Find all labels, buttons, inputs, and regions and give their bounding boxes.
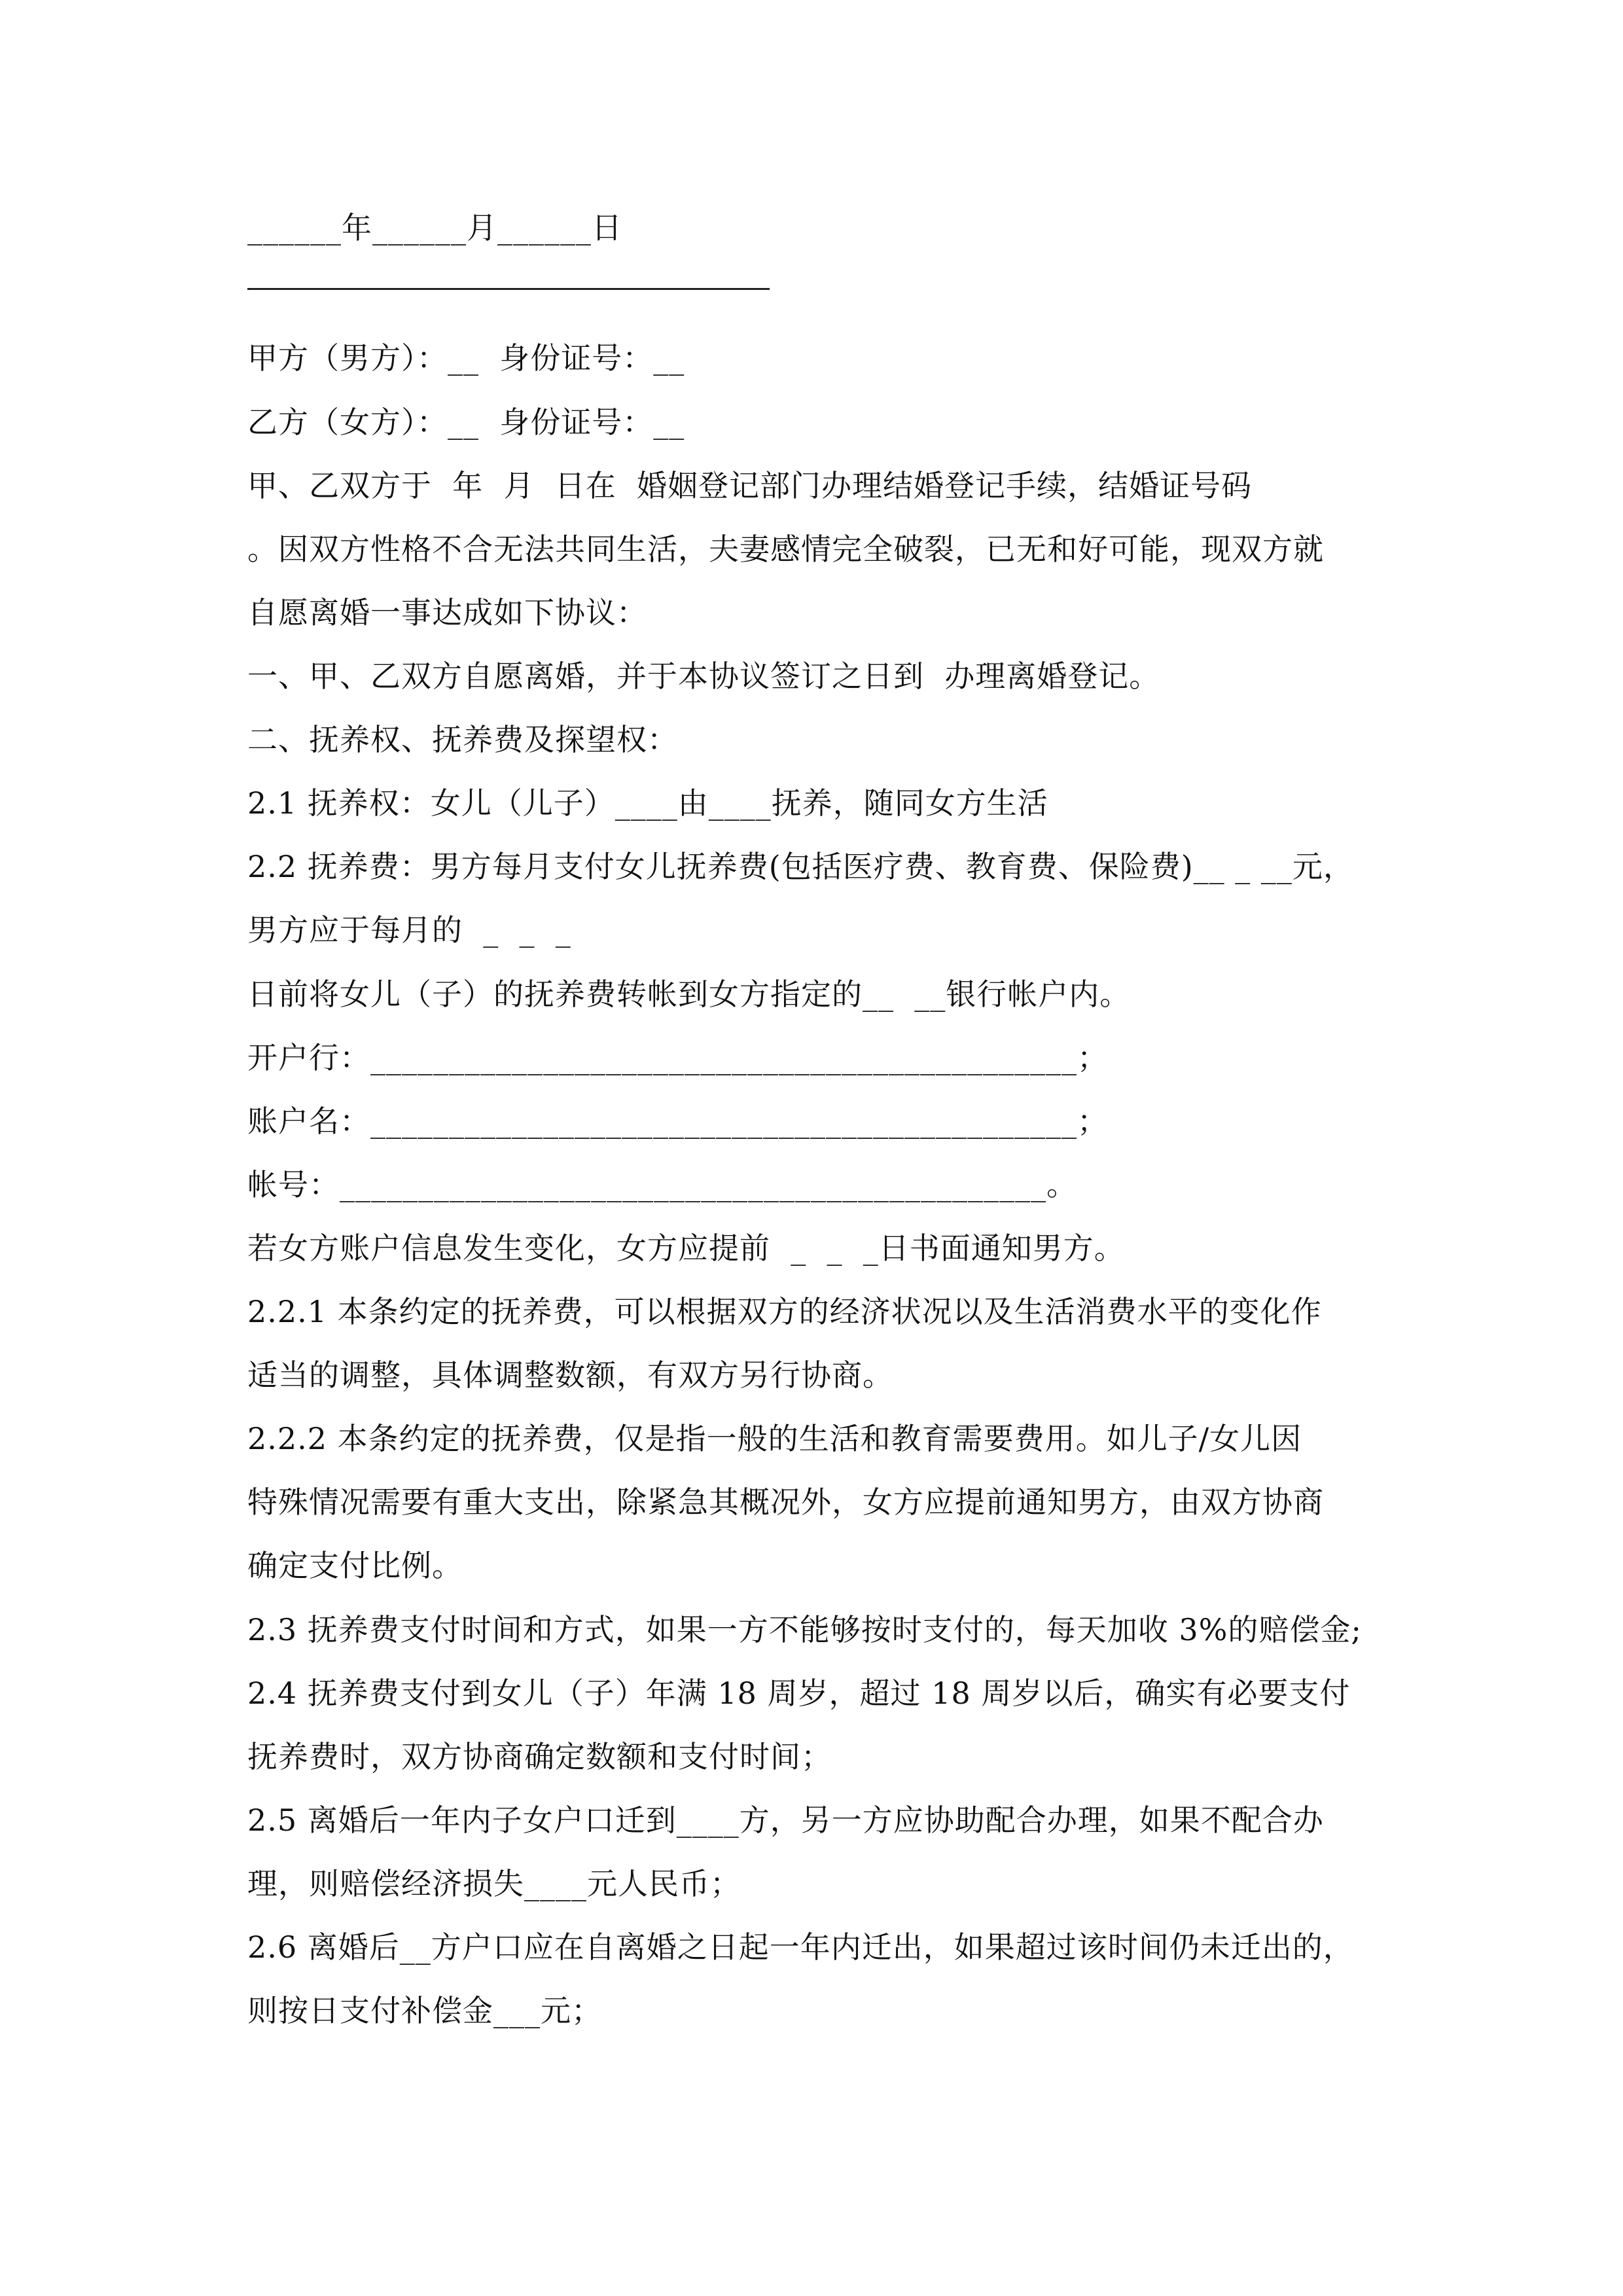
paragraph-line: 特殊情况需要有重大支出，除紧急其概况外，女方应提前通知男方，由双方协商: [247, 1484, 1324, 1520]
clause-2-2: 2.2 抚养费：男方每月支付女儿抚养费(包括医疗费、教育费、保险费)__ _ __元，: [247, 849, 1354, 884]
paragraph-line: 适当的调整，具体调整数额，有双方另行协商。: [247, 1357, 893, 1393]
paragraph-line: 抚养费时，双方协商确定数额和支付时间；: [247, 1739, 832, 1774]
paragraph-line: 。因双方性格不合无法共同生活，夫妻感情完全破裂，已无和好可能，现双方就: [247, 531, 1324, 567]
clause-2-6: 2.6 离婚后__方户口应在自离婚之日起一年内迁出，如果超过该时间仍未迁出的，: [247, 1929, 1354, 1965]
paragraph-line: 男方应于每月的 _ _ _: [247, 912, 571, 948]
paragraph-line: 确定支付比例。: [247, 1548, 463, 1583]
party-a-line: 甲方（男方）：__ 身份证号：__: [247, 340, 685, 376]
paragraph-line: 甲、乙双方于 年 月 日在 婚姻登记部门办理结婚登记手续，结婚证号码: [247, 468, 1252, 503]
date-line: ______年______月______日: [247, 210, 622, 245]
clause-2-1: 2.1 抚养权：女儿（儿子）____由____抚养，随同女方生活: [247, 785, 1048, 821]
clause-2-5: 2.5 离婚后一年内子女户口迁到____方，另一方应协助配合办理，如果不配合办: [247, 1803, 1324, 1838]
clause-2-4: 2.4 抚养费支付到女儿（子）年满 18 周岁，超过 18 周岁以后，确实有必要支付: [247, 1676, 1351, 1711]
separator-rule: [247, 288, 770, 290]
clause-2-2-2: 2.2.2 本条约定的抚养费，仅是指一般的生活和教育需要费用。如儿子/女儿因: [247, 1421, 1302, 1456]
bank-name-line: 开户行：_____________________________________________；: [247, 1040, 1108, 1075]
account-name-line: 账户名：_____________________________________________；: [247, 1103, 1108, 1139]
paragraph-line: 则按日支付补偿金___元；: [247, 1993, 602, 2028]
paragraph-line: 若女方账户信息发生变化，女方应提前 _ _ _日书面通知男方。: [247, 1230, 1125, 1266]
paragraph-line: 日前将女儿（子）的抚养费转帐到女方指定的__ __银行帐户内。: [247, 977, 1131, 1012]
party-b-line: 乙方（女方）：__ 身份证号：__: [247, 404, 685, 440]
clause-2-heading: 二、抚养权、抚养费及探望权：: [247, 722, 678, 757]
account-number-line: 帐号：_____________________________________________。: [247, 1167, 1077, 1202]
clause-2-2-1: 2.2.1 本条约定的抚养费，可以根据双方的经济状况以及生活消费水平的变化作: [247, 1294, 1322, 1329]
clause-2-3: 2.3 抚养费支付时间和方式，如果一方不能够按时支付的，每天加收 3%的赔偿金;: [247, 1612, 1362, 1647]
paragraph-line: 自愿离婚一事达成如下协议：: [247, 595, 647, 630]
clause-1: 一、甲、乙双方自愿离婚，并于本协议签订之日到 办理离婚登记。: [247, 658, 1160, 694]
paragraph-line: 理，则赔偿经济损失____元人民币；: [247, 1866, 741, 1901]
